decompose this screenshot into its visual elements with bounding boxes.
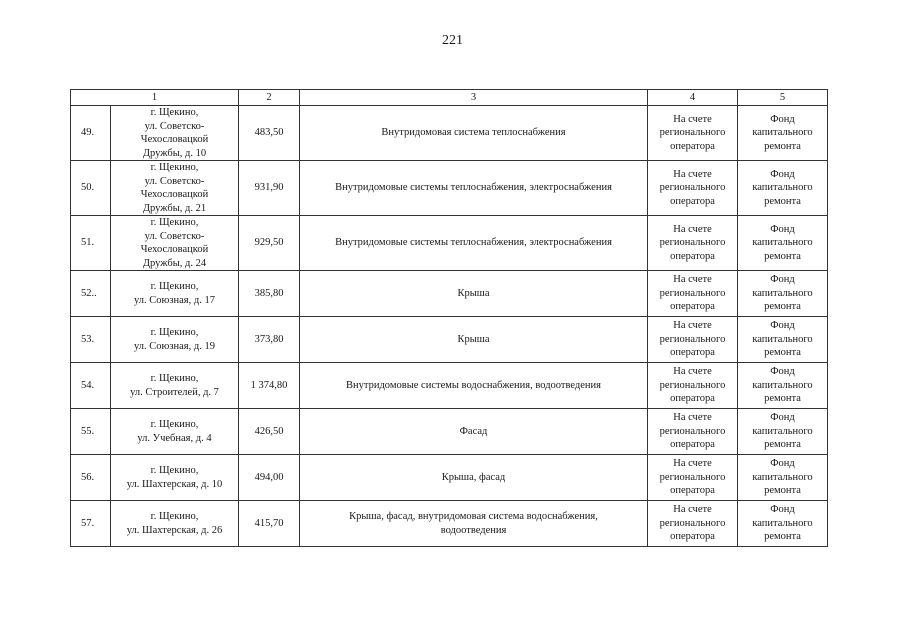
- account-line: регионального: [659, 379, 726, 391]
- table-header: [71, 90, 828, 106]
- area-cell: 931,90: [239, 161, 300, 216]
- source-line: Фонд: [770, 113, 795, 125]
- account-line: оператора: [670, 140, 715, 152]
- source-line: ремонта: [764, 485, 801, 497]
- account-line: регионального: [659, 425, 726, 437]
- account-cell: [648, 455, 738, 501]
- work-type-cell: [300, 161, 648, 216]
- addr-line: г. Щекино,: [150, 373, 199, 384]
- table-row: [71, 409, 828, 455]
- funding-source-cell: [738, 501, 828, 547]
- funding-source-cell: [738, 161, 828, 216]
- source-line: капитального: [752, 425, 813, 437]
- source-line: Фонд: [770, 504, 795, 516]
- source-line: Фонд: [770, 168, 795, 180]
- funding-source-cell: [738, 271, 828, 317]
- address-cell: [111, 271, 239, 317]
- account-line: На счете: [673, 168, 712, 180]
- account-cell: [648, 216, 738, 271]
- source-line: ремонта: [764, 531, 801, 543]
- row-number: 57.: [71, 501, 111, 547]
- funding-source-cell: [738, 409, 828, 455]
- account-line: На счете: [673, 504, 712, 516]
- work-line: Крыша: [457, 333, 490, 345]
- header-col-2: 2: [239, 90, 300, 106]
- account-line: оператора: [670, 531, 715, 543]
- account-line: регионального: [659, 471, 726, 483]
- addr-line: г. Щекино,: [150, 511, 199, 522]
- work-type-cell: [300, 409, 648, 455]
- account-line: регионального: [659, 237, 726, 249]
- account-line: оператора: [670, 439, 715, 451]
- area-cell: 483,50: [239, 106, 300, 161]
- addr-line: г. Щекино,: [150, 327, 199, 338]
- addr-line: г. Щекино,: [150, 465, 199, 476]
- addr-line: г. Щекино,: [150, 217, 199, 228]
- account-line: регионального: [659, 182, 726, 194]
- account-line: регионального: [659, 127, 726, 139]
- account-line: На счете: [673, 113, 712, 125]
- work-line: водоотведения: [440, 524, 507, 536]
- addr-line: ул. Советско-: [144, 175, 205, 187]
- source-line: ремонта: [764, 195, 801, 207]
- work-type-cell: [300, 317, 648, 363]
- page-number: 221: [442, 33, 463, 48]
- row-number: 54.: [71, 363, 111, 409]
- table-row: [71, 501, 828, 547]
- row-number: 55.: [71, 409, 111, 455]
- account-line: На счете: [673, 223, 712, 235]
- table-row: [71, 317, 828, 363]
- table-row: [71, 161, 828, 216]
- work-type-cell: [300, 501, 648, 547]
- source-line: Фонд: [770, 412, 795, 424]
- row-number: 50.: [71, 161, 111, 216]
- row-number: 56.: [71, 455, 111, 501]
- work-line: Внутридомовые системы теплоснабжения, электроснабжения: [335, 182, 612, 194]
- addr-line: Дружбы, д. 21: [142, 202, 207, 214]
- area-cell: 929,50: [239, 216, 300, 271]
- row-number: 52..: [71, 271, 111, 317]
- account-line: оператора: [670, 301, 715, 313]
- address-cell: [111, 363, 239, 409]
- source-line: капитального: [752, 379, 813, 391]
- addr-line: г. Щекино,: [150, 419, 199, 430]
- account-cell: [648, 161, 738, 216]
- account-line: На счете: [673, 458, 712, 470]
- account-line: оператора: [670, 195, 715, 207]
- work-line: Внутридомовые системы водоснабжения, водоотведения: [346, 379, 601, 391]
- source-line: капитального: [752, 127, 813, 139]
- source-line: капитального: [752, 471, 813, 483]
- row-number: 53.: [71, 317, 111, 363]
- table-row: [71, 271, 828, 317]
- source-line: ремонта: [764, 250, 801, 262]
- work-line: Крыша: [457, 287, 490, 299]
- source-line: Фонд: [770, 223, 795, 235]
- addr-line: г. Щекино,: [150, 281, 199, 292]
- work-type-cell: [300, 455, 648, 501]
- address-cell: [111, 501, 239, 547]
- addr-line: Чехословацкой: [140, 189, 209, 200]
- repair-table: [70, 89, 828, 547]
- addr-line: ул. Строителей, д. 7: [130, 386, 219, 398]
- account-line: регионального: [659, 517, 726, 529]
- addr-line: г. Щекино,: [150, 107, 199, 118]
- source-line: Фонд: [770, 274, 795, 286]
- table-row: [71, 216, 828, 271]
- work-line: Внутридомовые системы теплоснабжения, электроснабжения: [335, 237, 612, 249]
- account-cell: [648, 106, 738, 161]
- source-line: Фонд: [770, 458, 795, 470]
- header-col-3: 3: [300, 90, 648, 106]
- addr-line: ул. Шахтерская, д. 26: [126, 524, 223, 536]
- row-number: 51.: [71, 216, 111, 271]
- addr-line: Дружбы, д. 24: [142, 257, 207, 269]
- source-line: ремонта: [764, 301, 801, 313]
- address-cell: [111, 409, 239, 455]
- address-cell: [111, 106, 239, 161]
- table-row: [71, 363, 828, 409]
- source-line: ремонта: [764, 393, 801, 405]
- source-line: ремонта: [764, 347, 801, 359]
- account-line: На счете: [673, 320, 712, 332]
- area-cell: 373,80: [239, 317, 300, 363]
- work-type-cell: [300, 216, 648, 271]
- work-line: Крыша, фасад, внутридомовая система водоснабжения,: [349, 511, 598, 522]
- source-line: Фонд: [770, 320, 795, 332]
- account-line: оператора: [670, 347, 715, 359]
- table-body: [71, 106, 828, 547]
- work-line: Внутридомовая система теплоснабжения: [381, 127, 566, 139]
- source-line: капитального: [752, 333, 813, 345]
- account-cell: [648, 317, 738, 363]
- funding-source-cell: [738, 216, 828, 271]
- row-number: 49.: [71, 106, 111, 161]
- work-line: Фасад: [459, 425, 488, 437]
- account-line: оператора: [670, 250, 715, 262]
- account-line: регионального: [659, 333, 726, 345]
- area-cell: 426,50: [239, 409, 300, 455]
- account-line: На счете: [673, 274, 712, 286]
- work-type-cell: [300, 271, 648, 317]
- source-line: капитального: [752, 517, 813, 529]
- addr-line: ул. Советско-: [144, 230, 205, 242]
- account-line: На счете: [673, 366, 712, 378]
- header-col-1: 1: [71, 90, 239, 106]
- addr-line: ул. Союзная, д. 17: [134, 294, 215, 306]
- area-cell: 494,00: [239, 455, 300, 501]
- source-line: капитального: [752, 287, 813, 299]
- source-line: ремонта: [764, 140, 801, 152]
- funding-source-cell: [738, 106, 828, 161]
- address-cell: [111, 455, 239, 501]
- account-cell: [648, 409, 738, 455]
- account-line: оператора: [670, 393, 715, 405]
- work-type-cell: [300, 106, 648, 161]
- header-col-4: 4: [648, 90, 738, 106]
- account-cell: [648, 501, 738, 547]
- address-cell: [111, 216, 239, 271]
- funding-source-cell: [738, 455, 828, 501]
- account-cell: [648, 363, 738, 409]
- addr-line: ул. Учебная, д. 4: [137, 432, 212, 444]
- account-line: На счете: [673, 412, 712, 424]
- work-type-cell: [300, 363, 648, 409]
- addr-line: Дружбы, д. 10: [142, 147, 207, 159]
- addr-line: ул. Шахтерская, д. 10: [126, 478, 223, 490]
- addr-line: ул. Союзная, д. 19: [134, 340, 215, 352]
- area-cell: 415,70: [239, 501, 300, 547]
- header-col-5: 5: [738, 90, 828, 106]
- funding-source-cell: [738, 317, 828, 363]
- address-cell: [111, 317, 239, 363]
- source-line: ремонта: [764, 439, 801, 451]
- addr-line: Чехословацкой: [140, 244, 209, 255]
- account-line: регионального: [659, 287, 726, 299]
- account-cell: [648, 271, 738, 317]
- addr-line: г. Щекино,: [150, 162, 199, 173]
- funding-source-cell: [738, 363, 828, 409]
- table-row: [71, 106, 828, 161]
- addr-line: Чехословацкой: [140, 134, 209, 145]
- area-cell: 385,80: [239, 271, 300, 317]
- work-line: Крыша, фасад: [441, 471, 506, 483]
- area-cell: 1 374,80: [239, 363, 300, 409]
- source-line: Фонд: [770, 366, 795, 378]
- table-row: [71, 455, 828, 501]
- address-cell: [111, 161, 239, 216]
- source-line: капитального: [752, 182, 813, 194]
- addr-line: ул. Советско-: [144, 120, 205, 132]
- account-line: оператора: [670, 485, 715, 497]
- source-line: капитального: [752, 237, 813, 249]
